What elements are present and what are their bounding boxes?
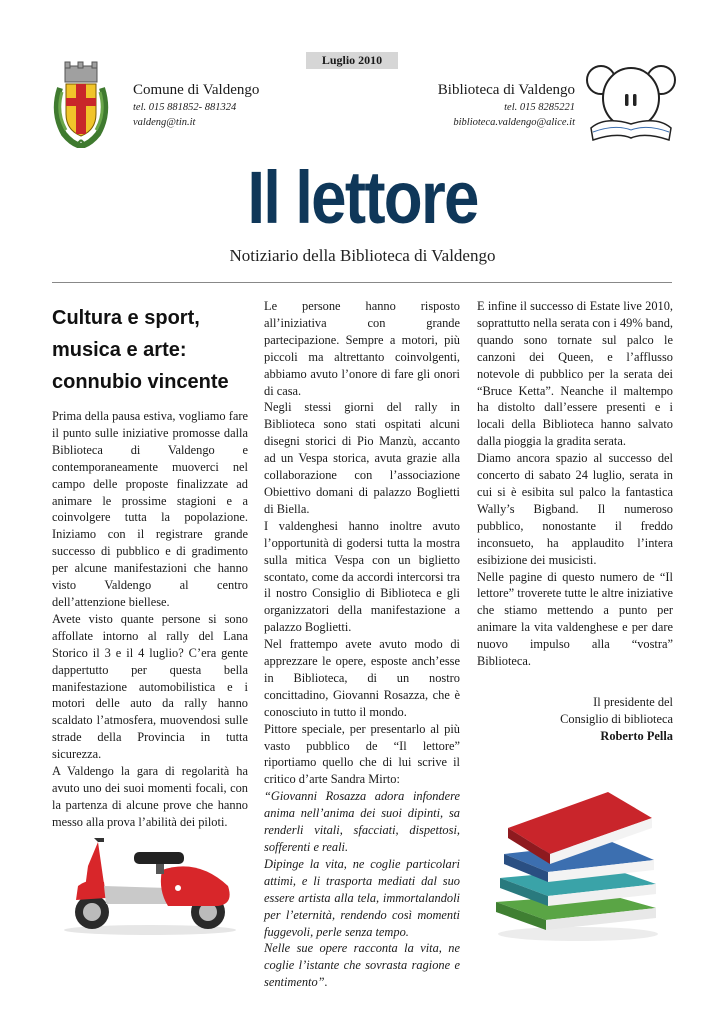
quote-paragraph: Nelle sue opere racconta la vita, ne coglie l’istante che sovrasta ragione e sentimento”. bbox=[264, 941, 460, 990]
paragraph: Prima della pausa estiva, vogliamo fare il punto sulle iniziative promosse dalla Biblioteca di Valdengo e contemporaneamente muoverci nel campo delle proposte finalizzate ad animare le prossime stagioni e a coinvolgere tutta la popolazione. Iniziamo con il registrare grande successo di pubblico e di gradimento per alcune manifestazioni che hanno visto Valdengo al centro dell’attenzione biellese. bbox=[52, 409, 248, 609]
vespa-scooter-image bbox=[58, 826, 242, 936]
paragraph: Le persone hanno risposto all’iniziativa con grande partecipazione. Sempre a motori, più piccoli ma altrettanto coinvolgenti, abbiamo avuto l’onore di fare gli onori di casa. bbox=[264, 299, 460, 398]
paragraph: Pittore speciale, per presentarlo al più vasto pubblico de “Il lettore” riportiamo quello che di lui scrive il critico d’arte Sandra Mirto: bbox=[264, 721, 460, 787]
header-divider bbox=[52, 282, 672, 283]
paragraph: E infine il successo di Estate live 2010, soprattutto nella serata con i 49% band, quando sono tornate sul palco le canzoni dei Queen, e l’afflusso notevole di pubblico per la serata dei “Bruce Ketta”. Neanche il maltempo ha distolto dall’essere presenti e i locali della Biblioteca hanno salvato dalla pioggia la gradita serata. bbox=[477, 299, 673, 449]
quote-paragraph: Dipinge la vita, ne coglie particolari attimi, e li trasporta mediati dal suo essere artista alla tela, immortalandoli per l’eternità, rendendo così momenti fuggevoli, perle senza tempo. bbox=[264, 856, 460, 939]
quote-paragraph: “Giovanni Rosazza adora infondere anima nell’anima dei suoi dipinti, sa renderli vitali, sfacciati, dispettosi, sofferenti e reali. bbox=[264, 789, 460, 854]
biblioteca-email[interactable]: biblioteca.valdengo@alice.it bbox=[453, 117, 575, 128]
paragraph: I valdenghesi hanno inoltre avuto l’opportunità di godersi tutta la mostra sulla mitica Vespa con un biglietto scontato, come da accordi intercorsi tra il nostro Consiglio di Biblioteca e gli organizzatori della manifestazione a palazzo Boglietti. bbox=[264, 518, 460, 635]
paragraph: Diamo ancora spazio al successo del concerto di sabato 24 luglio, serata in cui si è esibita sul palco la fantastica Wally’s Bigband. Il numeroso pubblico, nonostante il freddo inconsueto, ha applaudito l’intera esibizione dei musicisti. bbox=[477, 451, 673, 567]
newsletter-title: Il lettore bbox=[247, 156, 478, 239]
signature-name: Roberto Pella bbox=[600, 729, 673, 743]
books-stack-image bbox=[486, 784, 666, 944]
article-headline: Cultura e sport, musica e arte: connubio vincente bbox=[52, 307, 229, 393]
paragraph: A Valdengo la gara di regolarità ha avuto uno dei suoi momenti focali, con la partenza di alcune prove che hanno messo alla prova l’abilità dei piloti. bbox=[52, 764, 248, 829]
article-column-2 bbox=[264, 298, 460, 991]
article-column-1 bbox=[52, 408, 248, 831]
issue-date: Luglio 2010 bbox=[306, 52, 398, 69]
signature-council: Consiglio di biblioteca bbox=[560, 712, 673, 726]
paragraph: Nel frattempo avete avuto modo di apprezzare le opere, esposte anch’esse in Biblioteca, di un nostro concittadino, Giovanni Rosazza, che è conosciuto in tutto il mondo. bbox=[264, 637, 460, 719]
coat-of-arms-logo bbox=[50, 58, 112, 148]
biblioteca-phone: tel. 015 8285221 bbox=[504, 102, 575, 113]
paragraph: Negli stessi giorni del rally in Biblioteca sono stati ospitati alcuni disegni storici di Pio Manzù, accanto ad un Vespa storica, avuta grazie alla collaborazione con l’associazione Obiettivo domani di palazzo Boglietti di Biella. bbox=[264, 400, 460, 516]
signature-block bbox=[477, 694, 673, 745]
paragraph: Nelle pagine di questo numero de “Il lettore” troverete tutte le altre iniziative che stiamo mettendo a punto per animare la vita valdenghese e per dare nuovo impulso alla “vostra” Biblioteca. bbox=[477, 569, 673, 669]
paragraph: Avete visto quante persone si sono affollate intorno al rally del Lana Storico il 3 e il 4 luglio? C’era gente dappertutto per questa bella manifestazione automobilistica e i motori delle auto da rally hanno scaldato l’atmosfera, muovendosi sulle strade della Provincia in tutta sicurezza. bbox=[52, 611, 248, 762]
newsletter-subtitle: Notiziario della Biblioteca di Valdengo bbox=[229, 246, 496, 265]
comune-name: Comune di Valdengo bbox=[133, 82, 260, 98]
article-column-3 bbox=[477, 298, 673, 670]
biblioteca-mouse-logo bbox=[585, 58, 677, 148]
signature-role: Il presidente del bbox=[593, 695, 673, 709]
comune-phone: tel. 015 881852- 881324 bbox=[133, 102, 237, 113]
comune-email[interactable]: valdeng@tin.it bbox=[133, 117, 196, 128]
biblioteca-name: Biblioteca di Valdengo bbox=[437, 82, 575, 98]
